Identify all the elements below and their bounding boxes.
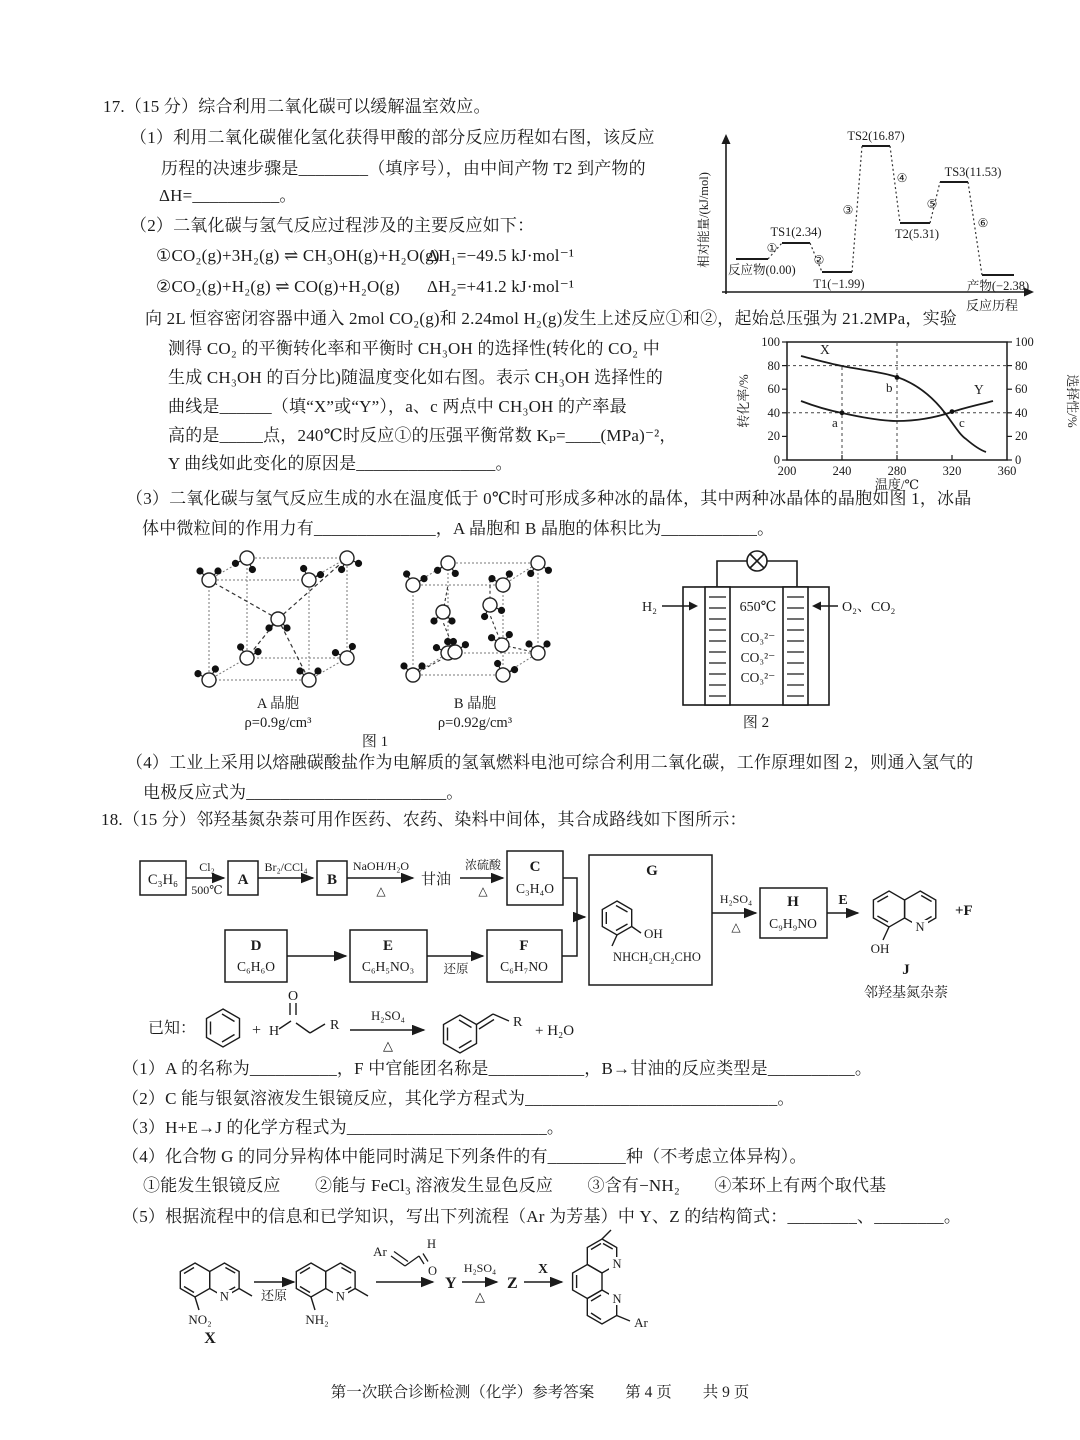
- q17-reaction2: ②CO₂(g)+H₂(g) ⇌ CO(g)+H₂O(g): [156, 277, 400, 296]
- formula-H: C₉H₉NO: [769, 916, 817, 931]
- aldehyde-r-label: R: [330, 1018, 340, 1033]
- q17-p2-line1: 向 2L 恒容密闭容器中通入 2mol CO₂(g)和 2.24mol H₂(g)发生上述反应①和②，起始总压强为 21.2MPa，实验: [145, 309, 958, 328]
- s5-h2so4-label: H₂SO₄: [463, 1261, 497, 1275]
- formula-F: C₆H₇NO: [500, 959, 548, 974]
- label-reactant: 反应物(0.00): [728, 263, 796, 277]
- G-structure: [602, 901, 641, 946]
- plus-F-label: +F: [955, 903, 973, 919]
- svg-text:100: 100: [1015, 335, 1034, 349]
- label-ts1: TS1(2.34): [770, 225, 822, 239]
- compound-B: B: [326, 872, 338, 888]
- G-oh-label: OH: [644, 926, 663, 941]
- h2-arrowhead: [689, 602, 698, 611]
- plus-sign-1: +: [252, 1022, 262, 1039]
- svg-text:40: 40: [767, 406, 780, 420]
- cond-naoh: NaOH/H₂O: [352, 859, 410, 873]
- q17-p1-line2: 历程的决速步骤是________（填序号），由中间产物 T2 到产物的: [161, 159, 646, 178]
- x-n-label: N: [219, 1289, 229, 1304]
- cond-delta-3: △: [731, 920, 741, 934]
- compound-F: F: [519, 938, 529, 954]
- q17-header: 17.（15 分）综合利用二氧化碳可以缓解温室效应。: [103, 97, 491, 116]
- cond-h2so4-conc: 浓硫酸: [464, 858, 502, 872]
- point-a: [840, 410, 845, 415]
- cell-B-label: B 晶胞: [453, 696, 497, 712]
- q17-p1-line1: （1）利用二氧化碳催化氢化获得甲酸的部分反应历程如右图，该反应: [130, 128, 655, 147]
- compound-G: G: [646, 863, 658, 879]
- curve-Y-label: Y: [974, 382, 984, 397]
- compound-D: D: [250, 938, 262, 954]
- energy-y-label: 相对能量/(kJ/mol): [697, 172, 711, 268]
- aminoquinoline-structure: [296, 1263, 368, 1310]
- known-cond-h2so4: H₂SO₄: [371, 1009, 405, 1023]
- carbonate-ion-1: CO₃²⁻: [740, 630, 776, 645]
- svg-text:20: 20: [1015, 429, 1028, 443]
- cell-B: [399, 554, 553, 686]
- left-tick-labels: [761, 335, 780, 467]
- q18-q4: （4）化合物 G 的同分异构体中能同时满足下列条件的有_________种（不考虑立体异构）。: [122, 1147, 807, 1166]
- compound-A: A: [237, 872, 249, 888]
- q5-scheme-diagram: [150, 1226, 880, 1378]
- svg-text:0: 0: [773, 453, 780, 467]
- page-footer: 第一次联合诊断检测（化学）参考答案 第 4 页 共 9 页: [330, 1384, 750, 1401]
- phen-ar-label: Ar: [634, 1315, 648, 1330]
- q17-p1-line3: ΔH=__________。: [159, 186, 297, 205]
- point-a-label: a: [832, 415, 838, 430]
- enal-h-label: H: [427, 1237, 437, 1251]
- temperature-label: 650℃: [739, 600, 777, 615]
- figure2-caption: 图 2: [742, 715, 770, 731]
- step-6: ⑥: [977, 216, 989, 230]
- point-c-label: c: [959, 415, 965, 430]
- x-tick-labels: [778, 464, 1017, 478]
- q17-p2-line4: 曲线是______（填“X”或“Y”），a、c 两点中 CH₃OH 的产率最: [168, 397, 627, 416]
- carbonate-ion-3: CO₃²⁻: [740, 670, 776, 685]
- cell-A-label: A 晶胞: [256, 696, 300, 712]
- q17-p2-line3: 生成 CH₃OH 的百分比)随温度变化如右图。表示 CH₃OH 选择性的: [168, 368, 664, 387]
- step-1: ①: [766, 241, 778, 255]
- cond-reduction: 还原: [443, 962, 469, 976]
- reduction-label: 还原: [260, 1288, 288, 1303]
- formula-C: C₃H₄O: [516, 881, 554, 896]
- point-c: [950, 409, 955, 414]
- svg-text:40: 40: [1015, 406, 1028, 420]
- enal-structure: [391, 1252, 428, 1267]
- enal-o-label: O: [428, 1264, 438, 1278]
- q17-reaction1: ①CO₂(g)+3H₂(g) ⇌ CH₃OH(g)+H₂O(g): [156, 246, 440, 265]
- compound-X-structure: [180, 1263, 252, 1310]
- aq-nh2-label: NH₂: [305, 1312, 329, 1327]
- q17-p2-head: （2）二氧化碳与氢气反应过程涉及的主要反应如下：: [130, 216, 535, 235]
- J-oh-label: OH: [870, 941, 890, 956]
- compound-H: H: [787, 894, 799, 910]
- o2-arrowhead: [812, 602, 821, 611]
- compound-C: C: [529, 859, 541, 875]
- fuel-cell-figure: [630, 545, 950, 740]
- plot-frame: [787, 342, 1007, 460]
- svg-text:360: 360: [997, 464, 1017, 478]
- cond-h2so4: H₂SO₄: [719, 892, 753, 906]
- svg-text:0: 0: [1015, 453, 1022, 467]
- ice-unit-cells-figure: [185, 550, 605, 750]
- o2-co2-label: O₂、CO₂: [842, 600, 896, 615]
- step-5: ⑤: [926, 197, 938, 211]
- svg-text:200: 200: [777, 464, 797, 478]
- h2-label: H₂: [642, 600, 657, 615]
- q18-q1: （1）A 的名称为__________，F 中官能团名称是___________，B→甘油的反应类型是__________。: [122, 1059, 873, 1078]
- step-2: ②: [813, 253, 825, 267]
- formula-D: C₆H₆O: [237, 959, 275, 974]
- formula-E: C₆H₅NO₃: [361, 959, 415, 974]
- curve-X: [801, 356, 986, 452]
- known-label: 已知：: [148, 1020, 197, 1037]
- x-arrow-label: X: [538, 1261, 548, 1276]
- right-tick-labels: [1015, 335, 1034, 467]
- compound-E: E: [382, 938, 394, 954]
- q17-p3-line1: （3）二氧化碳与氢气反应生成的水在温度低于 0℃时可形成多种冰的晶体，其中两种冰晶体的晶胞如图 1，冰晶: [126, 489, 972, 508]
- svg-text:20: 20: [767, 429, 780, 443]
- aldehyde-structure: [279, 1003, 325, 1033]
- aldehyde-h-label: H: [269, 1024, 280, 1039]
- label-t1: T1(−1.99): [813, 277, 865, 291]
- q18-q3: （3）H+E→J 的化学方程式为_______________________。: [122, 1118, 565, 1137]
- phenanthroline-structure: [573, 1230, 630, 1324]
- left-axis-label: 转化率/%: [736, 374, 751, 428]
- cell-A: [194, 550, 364, 690]
- phen-n2-label: N: [612, 1292, 622, 1306]
- svg-text:280: 280: [887, 464, 907, 478]
- cond-500c: 500℃: [191, 883, 223, 897]
- x-no2-label: NO₂: [188, 1312, 212, 1327]
- q18-q4-conditions: ①能发生银镜反应 ②能与 FeCl₃ 溶液发生显色反应 ③含有−NH₂ ④苯环上有两个取代基: [143, 1176, 887, 1195]
- step-3: ③: [842, 203, 854, 217]
- J-name-label: 邻羟基氮杂萘: [864, 986, 948, 1001]
- point-b-label: b: [886, 380, 893, 395]
- q18-q2: （2）C 能与银氨溶液发生银镜反应，其化学方程式为_____________________________。: [122, 1089, 795, 1108]
- step-4: ④: [896, 171, 908, 185]
- energy-x-label: 反应历程: [965, 298, 1019, 313]
- q17-p2-line6: Y 曲线如此变化的原因是________________。: [168, 454, 513, 473]
- right-axis-label: 选择性/%: [1065, 374, 1080, 428]
- point-b: [895, 375, 900, 380]
- q17-p4-line1: （4）工业上采用以熔融碳酸盐作为电解质的氢氧燃料电池可综合利用二氧化碳，工作原理如图 2，则通入氢气的: [126, 753, 974, 772]
- q17-p2-line2: 测得 CO₂ 的平衡转化率和平衡时 CH₃OH 的选择性(转化的 CO₂ 中: [168, 339, 660, 358]
- svg-text:60: 60: [1015, 382, 1028, 396]
- known-cond-delta: △: [383, 1038, 393, 1053]
- conversion-selectivity-chart: [732, 330, 1080, 492]
- q18-header: 18.（15 分）邻羟基氮杂萘可用作医药、农药、染料中间体，其合成路线如下图所示：: [101, 810, 747, 829]
- enal-ar-label: Ar: [373, 1244, 387, 1259]
- label-ts3: TS3(11.53): [944, 165, 1002, 179]
- benzene-reactant: [207, 1009, 240, 1047]
- svg-text:100: 100: [761, 335, 780, 349]
- label-t2: T2(5.31): [894, 227, 940, 241]
- glycerol-label: 甘油: [421, 872, 452, 888]
- cond-cl2: Cl₂: [199, 860, 215, 874]
- y-axis-arrow: [722, 134, 731, 144]
- cell-B-density: ρ=0.92g/cm³: [437, 715, 513, 731]
- carbonate-ion-2: CO₃²⁻: [740, 650, 776, 665]
- aq-n-label: N: [335, 1289, 345, 1304]
- cond-delta-1: △: [376, 884, 386, 898]
- y-label: Y: [445, 1275, 457, 1292]
- styrene-r-label: R: [513, 1015, 523, 1030]
- phen-n1-label: N: [612, 1257, 622, 1271]
- q17-dh2: ΔH₂=+41.2 kJ·mol⁻¹: [427, 277, 575, 296]
- x-label: X: [204, 1330, 216, 1347]
- svg-text:80: 80: [767, 359, 780, 373]
- svg-text:80: 80: [1015, 359, 1028, 373]
- x-axis-label: 温度/℃: [874, 477, 920, 492]
- svg-text:320: 320: [942, 464, 962, 478]
- arrow-E-label: E: [838, 893, 848, 908]
- plus-h2o-label: + H₂O: [535, 1023, 575, 1039]
- styrene-product: [444, 1014, 510, 1053]
- curve-X-label: X: [820, 342, 830, 357]
- label-ts2: TS2(16.87): [847, 129, 905, 143]
- svg-text:60: 60: [767, 382, 780, 396]
- z-label: Z: [507, 1275, 518, 1292]
- q17-p3-line2: 体中微粒间的作用力有______________，A 晶胞和 B 晶胞的体积比为___________。: [142, 519, 775, 538]
- G-chain-label: NHCH₂CH₂CHO: [613, 950, 701, 964]
- J-n-label: N: [915, 920, 925, 934]
- svg-text:240: 240: [832, 464, 852, 478]
- q17-p2-line5: 高的是_____点，240℃时反应①的压强平衡常数 Kₚ=____(MPa)⁻²，: [168, 426, 677, 445]
- compound-c3h6: C₃H₆: [147, 872, 179, 888]
- label-product: 产物(−2.38): [966, 279, 1030, 293]
- q18-q5: （5）根据流程中的信息和已学知识，写出下列流程（Ar 为芳基）中 Y、Z 的结构简式：________、________。: [122, 1207, 962, 1226]
- q17-p4-line2: 电极反应式为_______________________。: [143, 783, 464, 802]
- energy-profile-diagram: [692, 128, 1080, 320]
- known-reaction-diagram: [140, 988, 650, 1068]
- cell-A-density: ρ=0.9g/cm³: [244, 715, 312, 731]
- figure1-caption: 图 1: [361, 734, 389, 750]
- q17-dh1: ΔH₁=−49.5 kJ·mol⁻¹: [427, 246, 575, 265]
- cond-delta-2: △: [478, 884, 488, 898]
- cond-br2ccl4: Br₂/CCl₄: [264, 860, 308, 874]
- aldehyde-o-label: O: [287, 989, 299, 1004]
- compound-J: J: [902, 962, 910, 978]
- s5-delta-label: △: [475, 1289, 485, 1304]
